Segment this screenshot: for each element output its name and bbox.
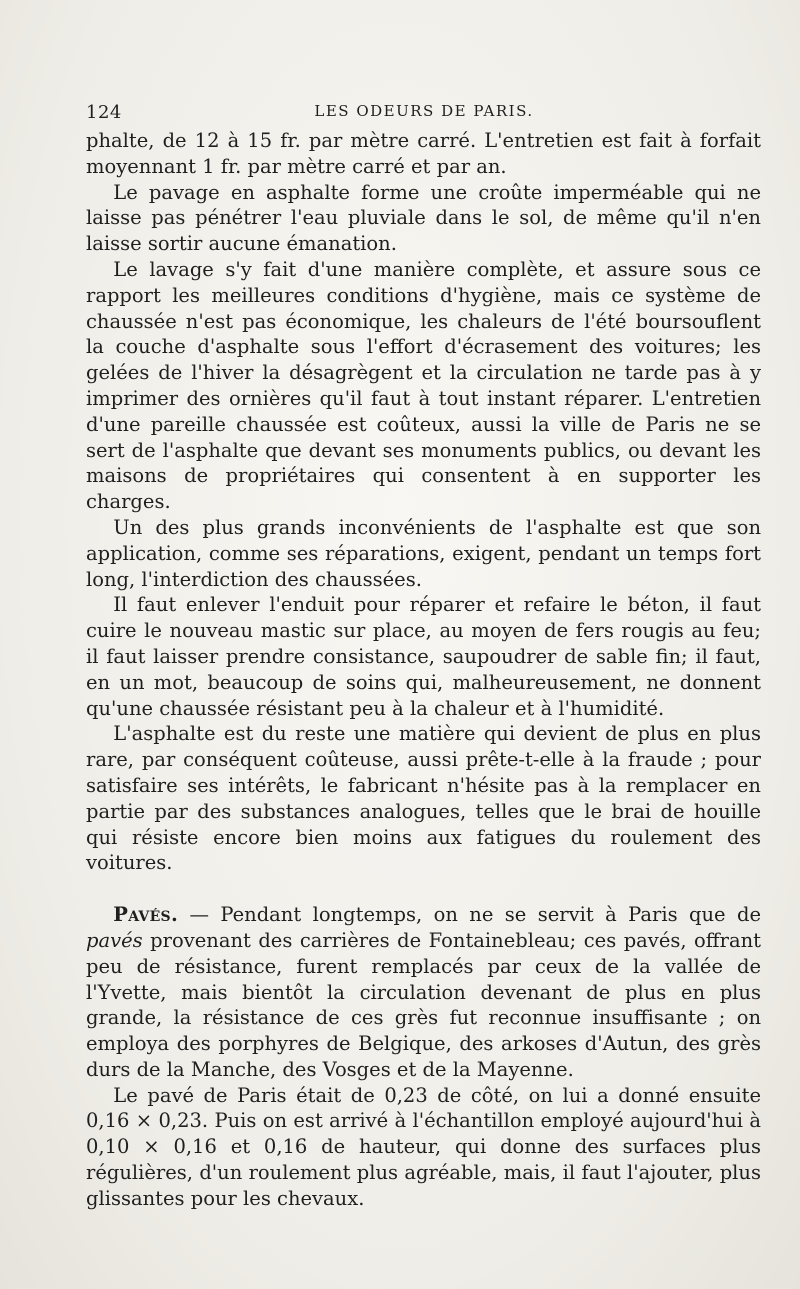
paragraph: Le pavage en asphalte forme une croûte imperméable qui ne laisse pas pénétrer l'eau pluviale dans le sol, de même qu'il n'en laisse sortir aucune émanation. [86, 180, 761, 256]
running-head [86, 100, 762, 128]
paragraph: Il faut enlever l'enduit pour réparer et refaire le béton, il faut cuire le nouveau mastic sur place, au moyen de fers rougis au feu; il faut laisser prendre consistance, saupoudrer de sable fin; il faut, en un mot, beaucoup de soins qui, malheureusement, ne donnent qu'une chaussée résistant peu à la chaleur et à l'humidité. [86, 593, 761, 720]
paragraph: phalte, de 12 à 15 fr. par mètre carré. L'entretien est fait à forfait moyennant 1 fr. par mètre carré et par an. [86, 129, 761, 178]
paves-text-before: Pendant longtemps, on ne se servit à Paris que de [220, 903, 761, 927]
paves-dash: — [178, 903, 221, 927]
paves-italic: pavés [86, 928, 143, 952]
running-title: LES ODEURS DE PARIS. [314, 102, 534, 120]
section-gap [86, 876, 761, 902]
paves-heading: Pavés. [113, 903, 179, 927]
paves-paragraph [86, 902, 761, 1083]
paragraph: Le pavé de Paris était de 0,23 de côté, on lui a donné ensuite 0,16 × 0,23. Puis on est arrivé à l'échantillon employé aujourd'hui à 0,10 × 0,16 et 0,16 de hauteur, qui donne des surfaces plus régulières, d'un roulement plus agréable, mais, il faut l'ajouter, plus glissantes pour les chevaux. [86, 1083, 761, 1210]
paragraph: Le lavage s'y fait d'une manière complète, et assure sous ce rapport les meilleures conditions d'hygiène, mais ce système de chaussée n'est pas économique, les chaleurs de l'été boursouflent la couche d'asphalte sous l'effort d'écrasement des voitures; les gelées de l'hiver la désagrègent et la circulation ne tarde pas à y imprimer des ornières qu'il faut à tout instant réparer. L'entretien d'une pareille chaussée est coûteux, aussi la ville de Paris ne se sert de l'asphalte que devant ses monuments publics, ou devant les maisons de propriétaires qui consentent à en supporter les charges. [86, 257, 761, 514]
body-text [86, 128, 761, 1212]
paragraph: Un des plus grands inconvénients de l'asphalte est que son application, comme ses réparations, exigent, pendant un temps fort long, l'interdiction des chaussées. [86, 515, 761, 591]
page-number: 124 [86, 102, 122, 123]
paragraph: L'asphalte est du reste une matière qui devient de plus en plus rare, par conséquent coûteuse, aussi prête-t-elle à la fraude ; pour satisfaire ses intérêts, le fabricant n'hésite pas à la remplacer en partie par des substances analogues, telles que le brai de houille qui résiste encore bien moins aux fatigues du roulement des voitures. [86, 722, 761, 875]
paves-text-after: provenant des carrières de Fontainebleau; ces pavés, offrant peu de résistance, furent remplacés par ceux de la vallée de l'Yvette, mais bientôt la circulation devenant de plus en plus grande, la résistance de ces grès fut reconnue insuffisante ; on employa des porphyres de Belgique, des arkoses d'Autun, des grès durs de la Manche, des Vosges et de la Mayenne. [86, 928, 761, 1081]
